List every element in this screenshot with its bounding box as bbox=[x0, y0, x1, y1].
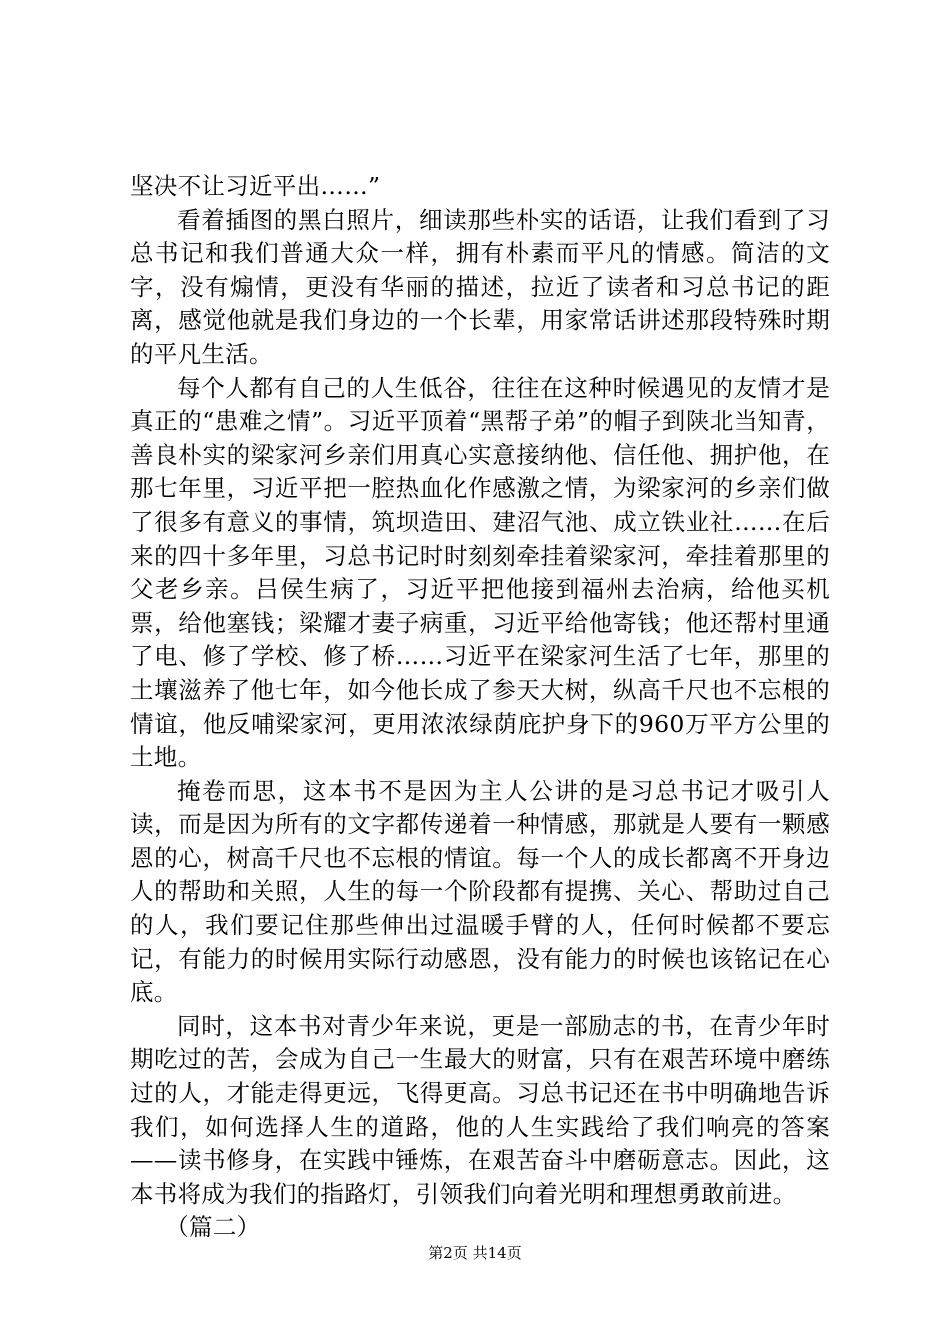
paragraph-3: 每个人都有自己的人生低谷，往往在这种时候遇见的友情才是真正的“患难之情”。习近平顶着“黑帮子弟”的帽子到陕北当知青，善良朴实的梁家河乡亲们用真心实意接纳他、信任他、拥护他，在那七年里，习近平把一腔热血化作感激之情，为梁家河的乡亲们做了很多有意义的事情，筑坝造田、建沼气池、成立铁业社……在后来的四十多年里，习总书记时时刻刻牵挂着梁家河，牵挂着那里的父老乡亲。吕侯生病了，习近平把他接到福州去治病，给他买机票，给他塞钱；梁耀才妻子病重，习近平给他寄钱；他还帮村里通了电、修了学校、修了桥……习近平在梁家河生活了七年，那里的土壤滋养了他七年，如今他长成了参天大树，纵高千尺也不忘根的情谊，他反哺梁家河，更用浓浓绿荫庇护身下的960万平方公里的土地。 bbox=[130, 373, 830, 772]
paragraph-1: 坚决不让习近平出……” bbox=[130, 172, 381, 200]
document-body bbox=[130, 170, 830, 1245]
paragraph-2: 看着插图的黑白照片，细读那些朴实的话语，让我们看到了习总书记和我们普通大众一样，拥有朴素而平凡的情感。简洁的文字，没有煽情，更没有华丽的描述，拉近了读者和习总书记的距离，感觉他就是我们身边的一个长辈，用家常话讲述那段特殊时期的平凡生活。 bbox=[130, 205, 830, 368]
section-heading: （篇二） bbox=[165, 1213, 261, 1242]
paragraph-4: 掩卷而思，这本书不是因为主人公讲的是习总书记才吸引人读，而是因为所有的文字都传递着一种情感，那就是人要有一颗感恩的心，树高千尺也不忘根的情谊。每一个人的成长都离不开身边人的帮助和关照，人生的每一个阶段都有提携、关心、帮助过自己的人，我们要记住那些伸出过温暖手臂的人，任何时候都不要忘记，有能力的时候用实际行动感恩，没有能力的时候也该铭记在心底。 bbox=[130, 776, 830, 1007]
page-footer: 第2页 共14页 bbox=[428, 1244, 522, 1262]
paragraph-5: 同时，这本书对青少年来说，更是一部励志的书，在青少年时期吃过的苦，会成为自己一生最大的财富，只有在艰苦环境中磨练过的人，才能走得更远，飞得更高。习总书记还在书中明确地告诉我们，如何选择人生的道路，他的人生实践给了我们响亮的答案——读书修身，在实践中锤炼，在艰苦奋斗中磨砺意志。因此，这本书将成为我们的指路灯，引领我们向着光明和理想勇敢前进。 bbox=[130, 1011, 830, 1208]
